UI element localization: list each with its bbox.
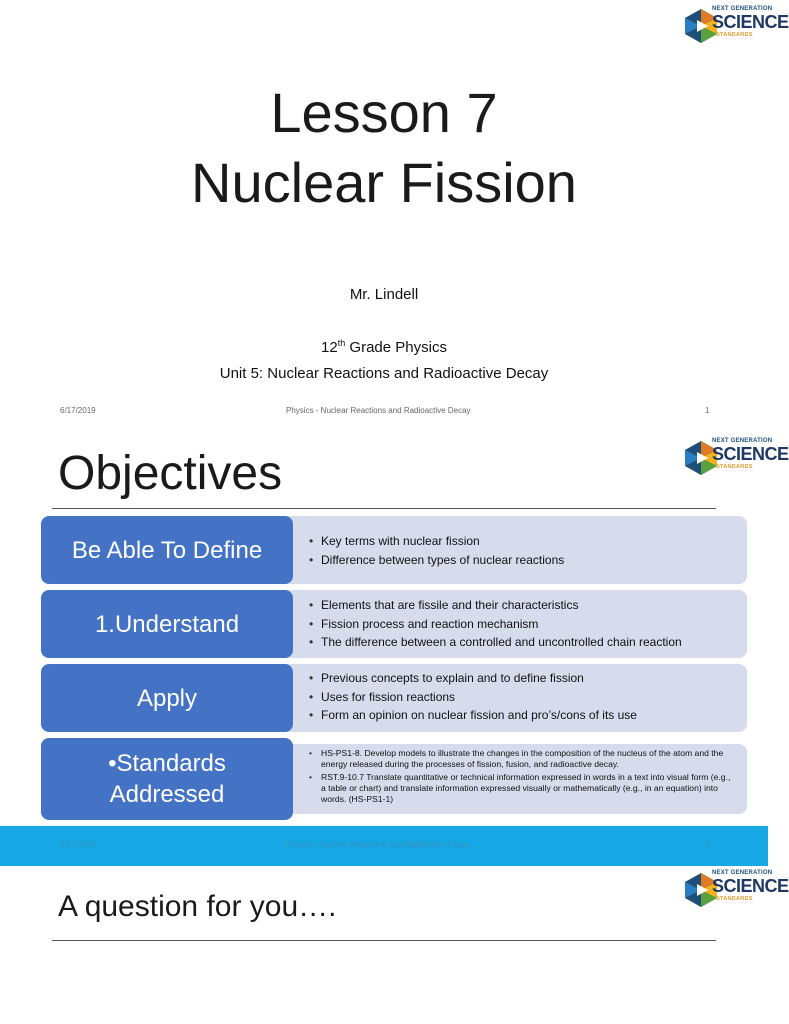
objective-list: [309, 669, 733, 725]
footer-page-number: 1: [705, 406, 710, 415]
objective-item: • Key terms with nuclear fission: [309, 532, 733, 551]
objective-label: Apply: [136, 684, 198, 712]
lesson-title-line2: Nuclear Fission: [191, 151, 577, 214]
footer-title: Physics - Nuclear Reactions and Radioactive Decay: [286, 406, 471, 415]
slide-question: [0, 866, 789, 1024]
objective-list: [309, 748, 733, 807]
objective-row-define: [41, 516, 747, 584]
objective-label-box: [41, 590, 293, 658]
logo-line2: SCIENCE: [712, 876, 789, 896]
question-title: A question for you….: [58, 890, 337, 923]
title-divider: [52, 940, 716, 941]
objective-item: • Previous concepts to explain and to define fission: [309, 669, 733, 688]
grade-line: [0, 338, 768, 356]
logo-line1: NEXT GENERATION: [712, 870, 773, 876]
objective-item: • Form an opinion on nuclear fission and pro’s/cons of its use: [309, 706, 733, 725]
objective-label-line2: Addressed: [109, 781, 225, 808]
ngss-logo: [684, 438, 789, 478]
objective-item: • RST.9-10.7 Translate quantitative or technical information expressed in words in a text into visual form (e.g., a table or chart) and translate information expressed visually or mathematically (e.g., in an equation) into words. (HS-PS1-1): [309, 772, 733, 805]
footer-date: 6/17/2019: [60, 840, 96, 849]
objective-item: • Fission process and reaction mechanism: [309, 615, 733, 634]
logo-line3: STANDARDS: [716, 32, 753, 38]
ngss-logo: [684, 6, 789, 46]
objective-label-box: [41, 738, 293, 820]
slide-title: [0, 0, 789, 426]
grade-suffix: th: [337, 338, 346, 348]
objective-item: • HS-PS1-8. Develop models to illustrate the changes in the composition of the nucleus of the atom and the energy released during the processes of fission, fusion, and radioactive decay.: [309, 748, 733, 770]
lesson-title-line1: Lesson 7: [270, 81, 498, 144]
footer-title: Physics - Nuclear Reactions and Radioactive Decay: [286, 840, 471, 849]
objective-row-standards: [41, 738, 747, 820]
objective-item: • Uses for fission reactions: [309, 688, 733, 707]
objective-item: • Elements that are fissile and their characteristics: [309, 596, 733, 615]
footer-date: 6/17/2019: [60, 406, 96, 415]
objective-item: • Difference between types of nuclear reactions: [309, 551, 733, 570]
objective-label: Be Able To Define: [71, 536, 263, 564]
logo-line3: STANDARDS: [716, 464, 753, 470]
logo-line2: SCIENCE: [712, 12, 789, 32]
footer-page-number: 2: [705, 840, 710, 849]
teacher-name: Mr. Lindell: [349, 286, 419, 303]
logo-line1: NEXT GENERATION: [712, 6, 773, 12]
slide-objectives: [0, 426, 789, 866]
unit-line: Unit 5: Nuclear Reactions and Radioactive Decay: [219, 365, 549, 382]
logo-line3: STANDARDS: [716, 896, 753, 902]
grade-text: Grade Physics: [345, 339, 447, 356]
objective-label-box: [41, 664, 293, 732]
logo-line2: SCIENCE: [712, 444, 789, 464]
objectives-title: Objectives: [58, 447, 283, 500]
grade-number: 12: [321, 339, 338, 356]
logo-line1: NEXT GENERATION: [712, 438, 773, 444]
objective-label-box: [41, 516, 293, 584]
footer-bar: [0, 826, 768, 866]
title-divider: [52, 508, 716, 509]
objective-list: [309, 532, 733, 569]
ngss-logo: [684, 870, 789, 910]
objective-row-understand: [41, 590, 747, 658]
objective-label: 1.Understand: [94, 610, 240, 638]
objective-row-apply: [41, 664, 747, 732]
objective-list: [309, 596, 733, 652]
objective-label-line1: •Standards: [108, 750, 226, 777]
objective-item: • The difference between a controlled and uncontrolled chain reaction: [309, 633, 733, 652]
